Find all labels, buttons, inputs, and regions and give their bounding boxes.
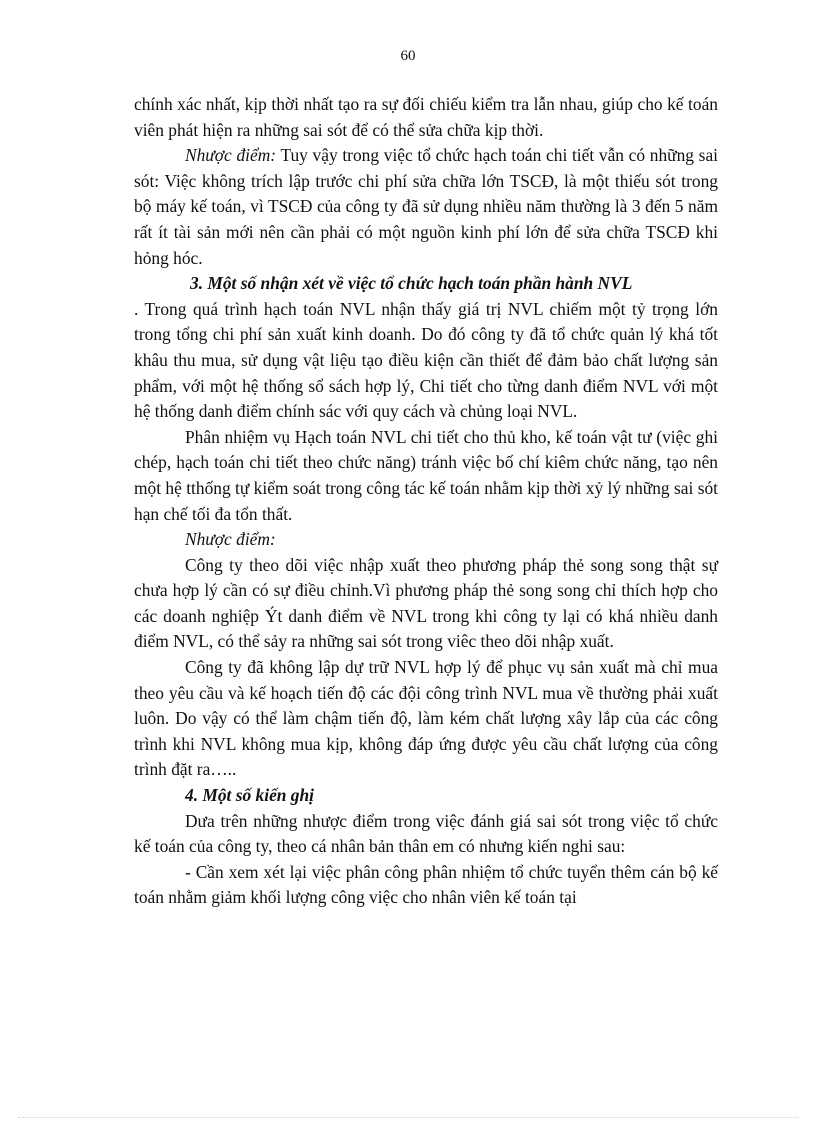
paragraph: Phân nhiệm vụ Hạch toán NVL chi tiết cho thủ kho, kế toán vật tư (việc ghi chép, hạch toán chi tiết theo chức năng) tránh việc bố chí kiêm chức năng, tạo nên một hệ tthống tự kiểm soát trong công tác kế toán nhằm kịp thời xỷ lý những sai sót hạn chế tối đa tổn thất.: [134, 426, 718, 524]
paragraph: Công ty theo dõi việc nhập xuất theo phương pháp thẻ song song thật sự chưa hợp lý cần có sự điều chỉnh.Vì phương pháp thẻ song song chỉ thích hợp cho các doanh nghiệp Ýt danh điểm về NVL trong khi công ty lại có khá nhiều danh điểm NVL, có thể sảy ra những sai sót trong viêc theo dõi nhập xuất.: [134, 554, 718, 652]
page-bottom-rule: [18, 1117, 798, 1118]
paragraph: chính xác nhất, kịp thời nhất tạo ra sự đối chiếu kiểm tra lẫn nhau, giúp cho kế toán viên phát hiện ra những sai sót để có thể sửa chữa kịp thời.: [134, 94, 718, 140]
page-number: 60: [400, 48, 416, 64]
paragraph-weaknesses: [134, 143, 718, 271]
section-heading-3: 3. Một số nhận xét về việc tổ chức hạch toán phần hành NVL: [190, 273, 633, 294]
weakness-label: Nhược điểm:: [185, 145, 277, 166]
section-heading-4: 4. Một số kiến ghị: [185, 785, 315, 806]
weakness-label: Nhược điểm:: [185, 529, 276, 550]
paragraph: Công ty đã không lập dự trữ NVL hợp lý để phục vụ sản xuất mà chỉ mua theo yêu cầu và kế hoạch tiến độ các đội công trình NVL mua về thường phải xuất luôn. Do vậy có thể làm chậm tiến độ, làm kém chất lượng xây lắp của các công trình khi NVL không mua kịp, không đáp ứng được yêu cầu chất lượng của công trình đặt ra…..: [134, 657, 718, 780]
paragraph-text: Tuy vậy trong việc tổ chức hạch toán chi tiết vẫn có những sai sót: Việc không trích lập trước chi phí sửa chữa lớn TSCĐ, là một thiếu sót trong bộ máy kế toán, vì TSCĐ của công ty đã sử dụng nhiều năm thường là 3 đến 5 năm rất ít tài sản mới nên cần phải có một nguồn kinh phí lớn để sửa chữa TSCĐ khi hỏng hóc.: [134, 145, 718, 268]
paragraph: Dưa trên những nhược điểm trong việc đánh giá sai sót trong việc tổ chức kế toán của công ty, theo cá nhân bản thân em có nhưng kiến nghi sau:: [134, 810, 718, 857]
paragraph: - Cần xem xét lại việc phân công phân nhiệm tổ chức tuyển thêm cán bộ kế toán nhằm giảm khối lượng công việc cho nhân viên kế toán tại: [134, 861, 718, 908]
document-body: [134, 92, 718, 911]
paragraph: . Trong quá trình hạch toán NVL nhận thấy giá trị NVL chiếm một tỷ trọng lớn trong tổng chi phí sản xuất kinh doanh. Do đó công ty đã tổ chức quản lý khá tốt khâu thu mua, sử dụng vật liệu tạo điều kiện cần thiết để đảm bảo chất lượng sản phẩm, với một hệ thống sổ sách hợp lý, Chi tiết cho từng danh điểm NVL với một hệ thống danh điểm chính sác với quy cách và chủng loại NVL.: [134, 298, 718, 422]
